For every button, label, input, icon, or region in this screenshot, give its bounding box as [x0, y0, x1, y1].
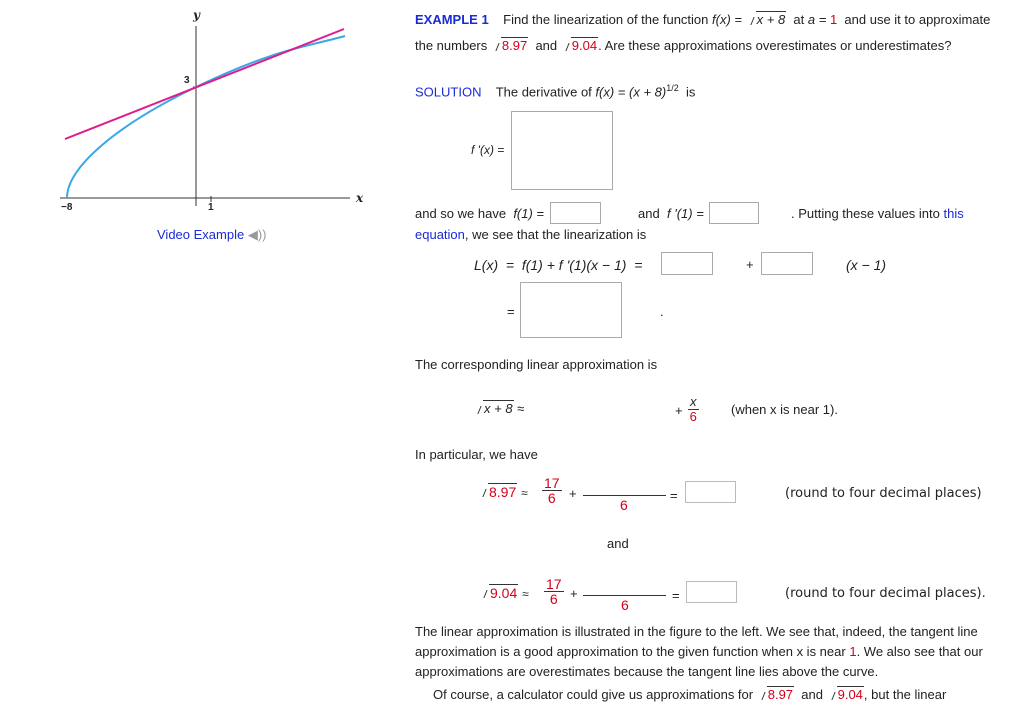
- putting-text-group: [791, 206, 964, 221]
- tick-label-3: 3: [184, 75, 190, 86]
- particular-text: In particular, we have: [415, 447, 538, 462]
- linear-plus: +: [675, 403, 683, 418]
- linear-blank-line: [555, 414, 665, 415]
- fprime-answer-box[interactable]: [511, 111, 613, 190]
- example-use-text: and use it to approximate: [844, 12, 991, 27]
- linear-frac-x6: [688, 395, 699, 424]
- solution-deriv-text: The derivative of: [495, 84, 592, 100]
- solution-label: SOLUTION: [415, 84, 482, 100]
- equation-line: [415, 227, 646, 242]
- example-label: EXAMPLE 1: [415, 12, 489, 27]
- approx1-den6: 6: [547, 490, 556, 506]
- and-so-text-group: [415, 206, 544, 221]
- fprime-label: f '(x) =: [471, 143, 505, 157]
- closing-p2: [433, 687, 946, 702]
- example-find-text: Find the linearization of the function: [503, 12, 709, 27]
- graph-figure: [55, 8, 375, 218]
- approx1-eq: =: [670, 488, 678, 503]
- approx1-round: (round to four decimal places): [785, 486, 982, 501]
- approx2-input[interactable]: [686, 581, 737, 603]
- approx2-eq: =: [672, 588, 680, 603]
- example-and-text: and: [535, 38, 558, 53]
- approx1-den6b: 6: [620, 497, 628, 513]
- Lx-plus: +: [746, 257, 754, 272]
- Lx-equation: L(x) = f(1) + f '(1)(x − 1) =: [474, 257, 643, 273]
- example-question: . Are these approximations overestimates or underestimates?: [598, 38, 952, 53]
- example-sqrt-n2: [561, 38, 598, 53]
- approx1-input[interactable]: [685, 481, 736, 503]
- example-at-text: at: [793, 12, 805, 27]
- Lx-slope-input[interactable]: [761, 252, 813, 275]
- solution-line: [415, 83, 695, 99]
- axis-x-label: x: [356, 191, 364, 205]
- approx2-plus: +: [570, 586, 578, 601]
- approx2-num17: 17: [546, 576, 562, 592]
- approx1-num17: 17: [544, 475, 560, 491]
- Lx-const-input[interactable]: [661, 252, 713, 275]
- example-sqrt: [746, 12, 787, 27]
- linear-x-num: x: [690, 394, 697, 409]
- see-text: , we see that the linearization is: [464, 227, 647, 242]
- approx1-plus: +: [569, 486, 577, 501]
- approx2-round: (round to four decimal places).: [785, 586, 986, 601]
- solution-fx-eq: f(x) = (x + 8): [595, 84, 667, 100]
- tick-label-1: 1: [208, 202, 214, 213]
- solution-exponent: 1/2: [666, 83, 679, 93]
- approx2-den6b: 6: [621, 597, 629, 613]
- approx2-sqrt: [479, 585, 518, 601]
- tick-label-neg8: −8: [61, 202, 73, 213]
- approx2-den6: 6: [549, 591, 558, 607]
- example-line-1: [415, 12, 990, 27]
- closing-sqrt-n1: [757, 687, 794, 702]
- linear-sqrt: [473, 401, 514, 416]
- Lx-dot: .: [660, 304, 664, 319]
- f1-label: f(1) =: [513, 206, 545, 221]
- approx1-frac: [542, 476, 562, 505]
- Lx-simplified-box[interactable]: [520, 282, 622, 338]
- closing-p2-a: Of course, a calculator could give us approximations for: [433, 687, 754, 702]
- linear-radicand: x + 8: [484, 401, 513, 416]
- closing-p1-l3: approximations are overestimates because the tangent line lies above the curve.: [415, 664, 879, 679]
- closing-and: and: [801, 687, 823, 702]
- example-radicand: x + 8: [756, 12, 786, 27]
- example-numbers-text: the numbers: [415, 38, 488, 53]
- example-n2: 9.04: [571, 38, 598, 53]
- linear-lhs: [473, 401, 524, 416]
- example-sqrt-n1: [491, 38, 528, 53]
- example-a-eq: a =: [807, 12, 827, 27]
- video-example-link[interactable]: [157, 227, 267, 243]
- example-fx: f(x) =: [712, 12, 742, 27]
- example-a-val: 1: [829, 12, 838, 27]
- approx2-frac: [544, 577, 564, 606]
- closing-n2: 9.04: [837, 687, 863, 702]
- closing-p2-b: , but the linear: [863, 687, 947, 702]
- Lx-xm1: (x − 1): [846, 257, 887, 273]
- tangent-line: [65, 29, 344, 139]
- approx1-sqrt: [478, 484, 517, 500]
- closing-n1: 8.97: [767, 687, 794, 702]
- fp1-label: f '(1) =: [667, 206, 704, 221]
- equation-link[interactable]: equation: [415, 227, 465, 242]
- speaker-icon: ◀)): [247, 227, 267, 242]
- closing-p1-l2c: . We also see that our: [856, 644, 983, 659]
- closing-p1-l2b: 1: [849, 644, 857, 659]
- axis-y-label: y: [193, 8, 200, 22]
- approx1-lhs: [478, 484, 528, 500]
- linear-approx: ≈: [517, 401, 525, 416]
- corresponding-text: The corresponding linear approximation is: [415, 357, 658, 372]
- Lx-eq-sign: =: [507, 304, 515, 319]
- approx1-radicand: 8.97: [489, 484, 517, 500]
- linear-when: (when x is near 1).: [731, 402, 838, 417]
- putting-text: . Putting these values into: [791, 206, 940, 221]
- closing-sqrt-n2: [827, 687, 864, 702]
- example-line-2: [415, 38, 951, 53]
- approx1-approx: ≈: [521, 486, 528, 500]
- linear-den6: 6: [689, 409, 697, 424]
- closing-p1-l1: The linear approximation is illustrated in the figure to the left. We see that, indeed, the tangent line: [415, 624, 978, 639]
- fp1-input[interactable]: [709, 202, 759, 224]
- and-so-text: and so we have: [415, 206, 507, 221]
- this-link[interactable]: this: [943, 206, 964, 221]
- approx2-frac-bar: [583, 595, 666, 596]
- approx2-radicand: 9.04: [490, 585, 518, 601]
- approx2-lhs: [479, 585, 529, 601]
- graph-svg: [55, 8, 375, 218]
- closing-p1-l2a: approximation is a good approximation to the given function when x is near: [415, 644, 846, 659]
- example-n1: 8.97: [501, 38, 528, 53]
- approx1-frac-bar: [583, 495, 666, 496]
- and-mid-text: and: [607, 536, 629, 551]
- approx2-approx: ≈: [522, 587, 529, 601]
- f1-input[interactable]: [550, 202, 601, 224]
- solution-is: is: [685, 84, 696, 100]
- function-curve: [67, 36, 345, 198]
- video-example-label: Video Example: [157, 227, 245, 242]
- closing-p1-l2: [415, 644, 983, 659]
- and2-text: and: [638, 206, 660, 221]
